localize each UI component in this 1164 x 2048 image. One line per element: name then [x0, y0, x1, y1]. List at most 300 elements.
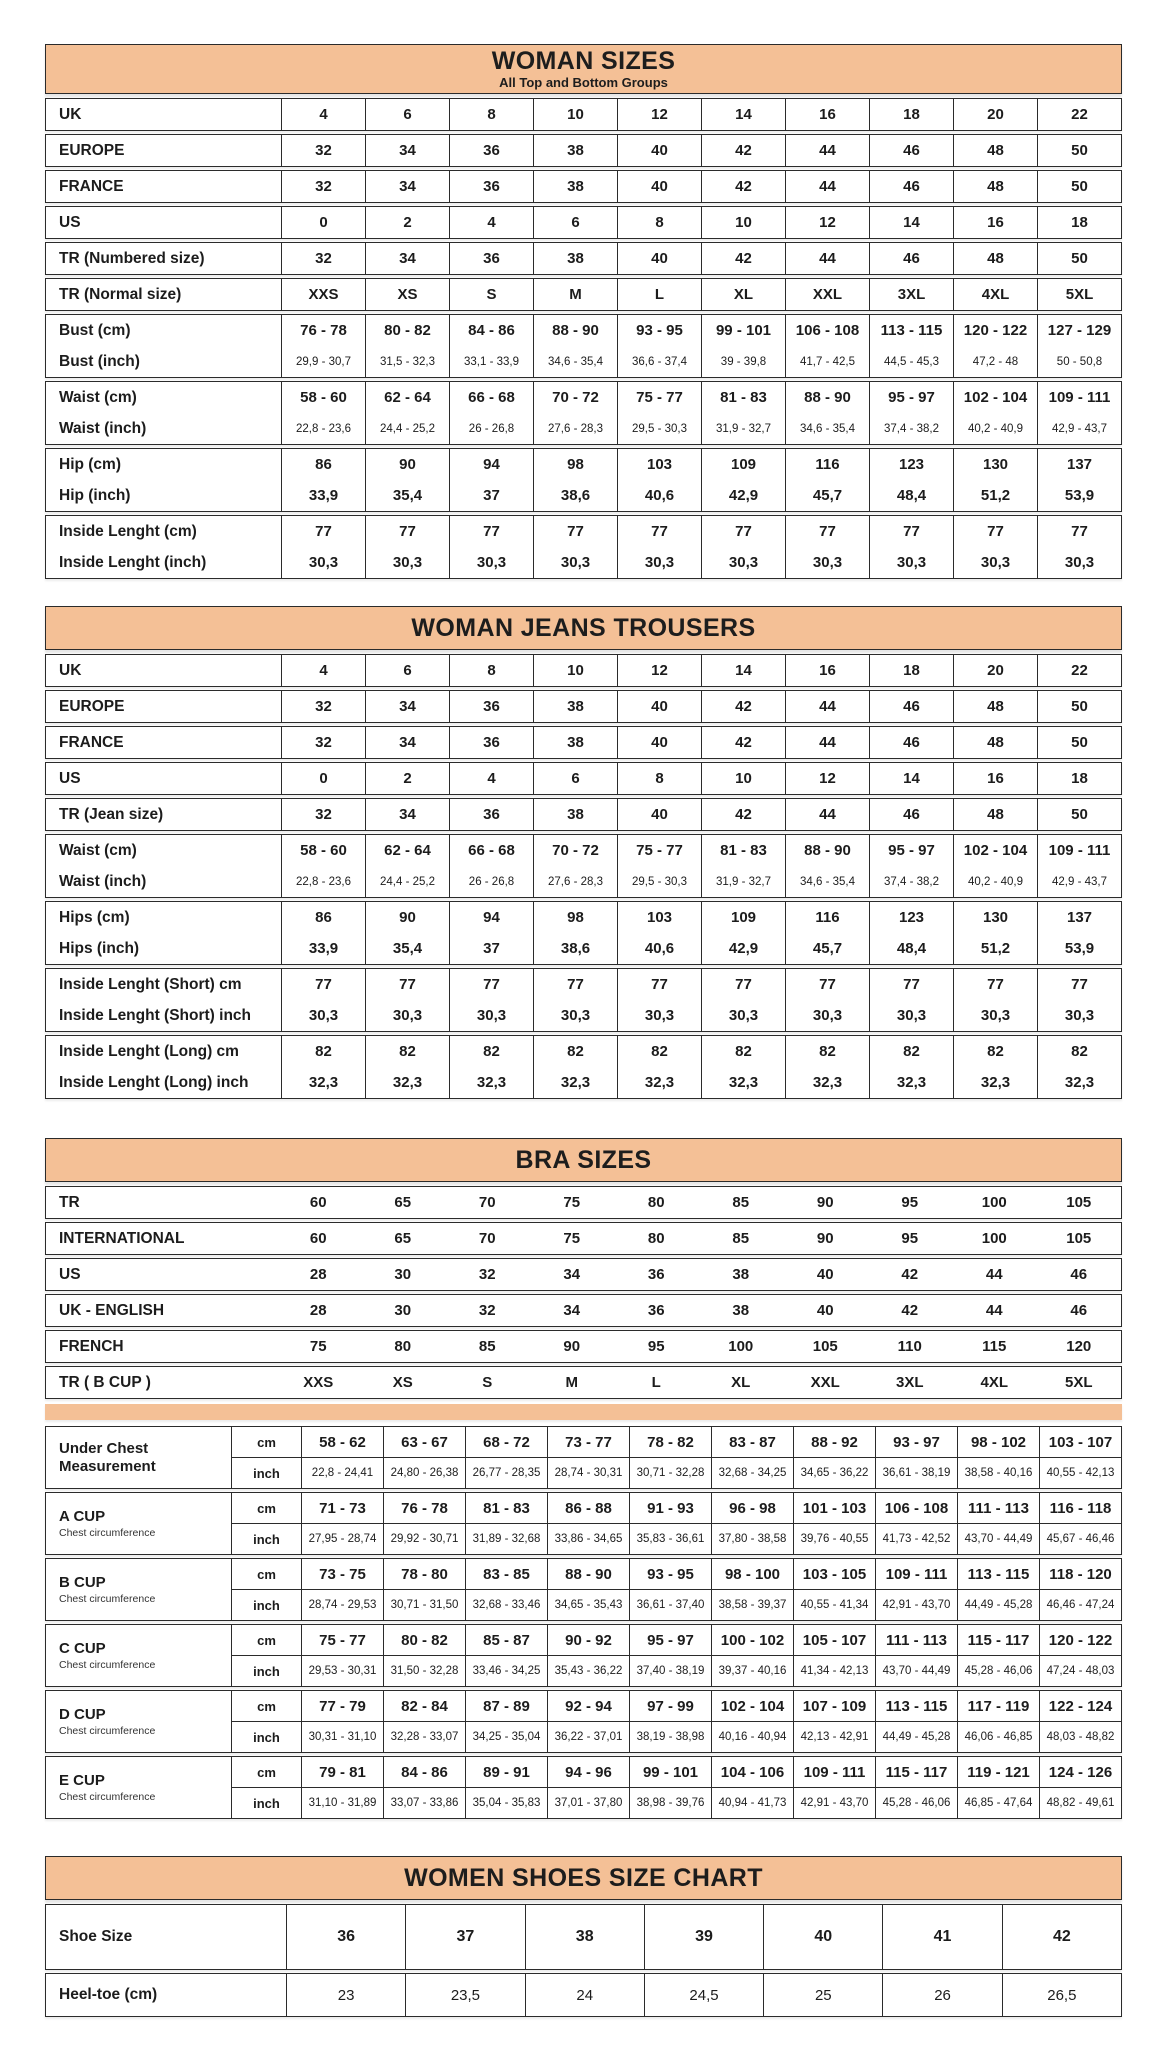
- cell: 113 - 115: [957, 1559, 1039, 1589]
- cell: 23,5: [405, 1974, 524, 2016]
- cell: 27,6 - 28,3: [533, 866, 617, 897]
- row-group: [45, 762, 1122, 795]
- cell: 90: [816, 1230, 834, 1247]
- cell: 46: [869, 799, 953, 830]
- row-label: Heel-toe (cm): [59, 1986, 158, 2003]
- cup-sublabel: Chest circumference: [59, 1725, 156, 1738]
- cell: 42,91 - 43,70: [875, 1589, 957, 1620]
- cell: 86: [281, 449, 365, 480]
- cell: 6: [533, 763, 617, 794]
- cell: 45,7: [785, 933, 869, 964]
- cell: 34: [365, 691, 449, 722]
- cell: 46,06 - 46,85: [957, 1721, 1039, 1752]
- cell: 31,50 - 32,28: [383, 1655, 465, 1686]
- cell: 80: [647, 1194, 665, 1211]
- cell: 28: [309, 1266, 327, 1283]
- cell: 88 - 90: [533, 315, 617, 346]
- unit-label: inch: [231, 1457, 301, 1488]
- spacer: [0, 1102, 1164, 1138]
- cell: 23: [286, 1974, 405, 2016]
- row-label: TR (Numbered size): [59, 249, 205, 267]
- cell: 37: [449, 933, 533, 964]
- cell: 46: [869, 171, 953, 202]
- row-label: TR (Normal size): [59, 285, 182, 303]
- cell: 32: [281, 799, 365, 830]
- row-group: [45, 134, 1122, 167]
- cell: 45,28 - 46,06: [957, 1655, 1039, 1686]
- cell: 123: [869, 902, 953, 933]
- cell: 77: [617, 516, 701, 547]
- cell: 31,9 - 32,7: [701, 866, 785, 897]
- cell: 39,37 - 40,16: [711, 1655, 793, 1686]
- cell: 6: [533, 207, 617, 238]
- cell: 35,4: [365, 480, 449, 511]
- cell: 109: [701, 902, 785, 933]
- cell: 12: [785, 763, 869, 794]
- cell: 78 - 80: [383, 1559, 465, 1589]
- row-label: UK: [59, 105, 82, 123]
- cell: 40: [617, 691, 701, 722]
- cell: 16: [953, 207, 1037, 238]
- cell: 77: [869, 969, 953, 1000]
- cup-sublabel: Chest circumference: [59, 1593, 156, 1606]
- row-group: [45, 98, 1122, 131]
- row-group: [45, 1330, 1122, 1363]
- cell: 14: [869, 207, 953, 238]
- cell: 98: [533, 902, 617, 933]
- cell: 38,58 - 39,37: [711, 1589, 793, 1620]
- cell: 4: [449, 207, 533, 238]
- cell: 38: [525, 1905, 644, 1969]
- cell: 33,9: [281, 933, 365, 964]
- cell: 44: [785, 243, 869, 274]
- cell: 32,3: [617, 1067, 701, 1098]
- cell: 75 - 77: [617, 382, 701, 413]
- cell: 38: [533, 727, 617, 758]
- cell: 36: [449, 171, 533, 202]
- cell: 38: [533, 691, 617, 722]
- table-title: WOMAN SIZES: [491, 46, 676, 75]
- cell: 30,3: [785, 1000, 869, 1031]
- cell: 77: [701, 969, 785, 1000]
- cell: 44,49 - 45,28: [957, 1589, 1039, 1620]
- row-label: Inside Lenght (Long) cm: [59, 1042, 239, 1060]
- cell: 24: [525, 1974, 644, 2016]
- cell: 130: [953, 902, 1037, 933]
- cell: 81 - 83: [465, 1493, 547, 1523]
- cell: 24,5: [644, 1974, 763, 2016]
- cell: 38: [533, 171, 617, 202]
- cell: 41,73 - 42,52: [875, 1523, 957, 1554]
- row-label: TR: [59, 1193, 80, 1211]
- row-label: Hip (inch): [59, 486, 131, 504]
- cell: 37: [449, 480, 533, 511]
- cell: 75 - 77: [617, 835, 701, 866]
- cell: 10: [701, 763, 785, 794]
- cell: 29,5 - 30,3: [617, 866, 701, 897]
- cell: 109 - 111: [1037, 835, 1121, 866]
- cell: 0: [281, 763, 365, 794]
- cup-label: B CUP: [59, 1573, 106, 1591]
- cell: 12: [617, 99, 701, 130]
- cell: 26: [882, 1974, 1001, 2016]
- cell: 79 - 81: [301, 1757, 383, 1787]
- cell: 95: [901, 1230, 919, 1247]
- cell: 88 - 90: [547, 1559, 629, 1589]
- cell: 32: [281, 243, 365, 274]
- bra-sizes-table: [45, 1138, 1122, 1819]
- cell: 109 - 111: [1037, 382, 1121, 413]
- cell: 32,3: [869, 1067, 953, 1098]
- cell: 4XL: [980, 1374, 1008, 1391]
- cell: 94: [449, 902, 533, 933]
- row-group: [45, 834, 1122, 898]
- cell: 32,3: [953, 1067, 1037, 1098]
- table-body: [45, 1904, 1122, 2017]
- row-label: Waist (cm): [59, 388, 137, 406]
- cell: 39 - 39,8: [701, 346, 785, 377]
- row-group: [45, 1294, 1122, 1327]
- row-group: [45, 448, 1122, 512]
- cell: 46,46 - 47,24: [1039, 1589, 1121, 1620]
- cell: XXL: [785, 279, 869, 310]
- cell: 50 - 50,8: [1037, 346, 1121, 377]
- cell: 44,49 - 45,28: [875, 1721, 957, 1752]
- cell: 97 - 99: [629, 1691, 711, 1721]
- row-label: Shoe Size: [59, 1928, 133, 1945]
- cell: 44,5 - 45,3: [869, 346, 953, 377]
- cell: 109: [701, 449, 785, 480]
- cell: 33,46 - 34,25: [465, 1655, 547, 1686]
- cell: 73 - 77: [547, 1427, 629, 1457]
- cell: 105: [1066, 1194, 1092, 1211]
- cell: 88 - 92: [793, 1427, 875, 1457]
- cell: 30,3: [533, 547, 617, 578]
- cell: 45,7: [785, 480, 869, 511]
- cell: 102 - 104: [711, 1691, 793, 1721]
- cell: 32: [281, 727, 365, 758]
- cell: 98 - 102: [957, 1427, 1039, 1457]
- cell: 75 - 77: [301, 1625, 383, 1655]
- cell: M: [565, 1374, 578, 1391]
- cell: 36: [647, 1302, 665, 1319]
- cell: 38: [732, 1302, 750, 1319]
- cell: 51,2: [953, 933, 1037, 964]
- cell: 70: [478, 1230, 496, 1247]
- cell: 3XL: [895, 1374, 924, 1391]
- cup-label: E CUP: [59, 1771, 105, 1789]
- cell: 30,71 - 32,28: [629, 1457, 711, 1488]
- cell: 32,3: [533, 1067, 617, 1098]
- cell: 75: [563, 1230, 581, 1247]
- cell: 98: [533, 449, 617, 480]
- cell: 116: [785, 449, 869, 480]
- cell: 77: [365, 969, 449, 1000]
- cell: 34: [365, 727, 449, 758]
- cell: 77: [1037, 969, 1121, 1000]
- cell: 73 - 75: [301, 1559, 383, 1589]
- cell: 24,4 - 25,2: [365, 866, 449, 897]
- cell: 10: [701, 207, 785, 238]
- cell: 30,31 - 31,10: [301, 1721, 383, 1752]
- cell: 92 - 94: [547, 1691, 629, 1721]
- row-label: [46, 1691, 231, 1752]
- cell: 77: [869, 516, 953, 547]
- cell: 14: [869, 763, 953, 794]
- cell: 40: [617, 243, 701, 274]
- cell: 90: [365, 902, 449, 933]
- cell: 46: [869, 243, 953, 274]
- cell: 22,8 - 23,6: [281, 866, 365, 897]
- row-label: [46, 1757, 231, 1818]
- cell: 34,6 - 35,4: [533, 346, 617, 377]
- cell: 2: [365, 207, 449, 238]
- cell: 107 - 109: [793, 1691, 875, 1721]
- cell: 36: [647, 1266, 665, 1283]
- cell: 40,94 - 41,73: [711, 1787, 793, 1818]
- cell: 85: [732, 1230, 750, 1247]
- row-label: Inside Lenght (Short) inch: [59, 1006, 252, 1024]
- cell: 30,3: [1037, 1000, 1121, 1031]
- cell: 35,04 - 35,83: [465, 1787, 547, 1818]
- row-label: UK - ENGLISH: [59, 1301, 165, 1319]
- cell: 40: [617, 135, 701, 166]
- cell: 37,4 - 38,2: [869, 866, 953, 897]
- cell: 109 - 111: [875, 1559, 957, 1589]
- cell: 37,40 - 38,19: [629, 1655, 711, 1686]
- cell: 95 - 97: [869, 835, 953, 866]
- cell: 29,92 - 30,71: [383, 1523, 465, 1554]
- cell: 77: [953, 969, 1037, 1000]
- cell: 118 - 120: [1039, 1559, 1121, 1589]
- row-label: Waist (cm): [59, 841, 137, 859]
- cell: 137: [1037, 902, 1121, 933]
- cell: 29,53 - 30,31: [301, 1655, 383, 1686]
- cell: 26,5: [1002, 1974, 1121, 2016]
- cell: 43,70 - 44,49: [875, 1655, 957, 1686]
- cell: 41,34 - 42,13: [793, 1655, 875, 1686]
- cell: 32: [478, 1266, 496, 1283]
- cell: 8: [617, 207, 701, 238]
- row-label: [46, 1493, 231, 1554]
- table-body: [45, 654, 1122, 1099]
- cell: 41,7 - 42,5: [785, 346, 869, 377]
- cell: 32,28 - 33,07: [383, 1721, 465, 1752]
- cell: 102 - 104: [953, 382, 1037, 413]
- row-label: EUROPE: [59, 141, 125, 159]
- row-label: Inside Lenght (cm): [59, 522, 197, 540]
- cell: 30,3: [869, 547, 953, 578]
- cell: 34: [365, 243, 449, 274]
- cell: 84 - 86: [383, 1757, 465, 1787]
- cell: 95: [647, 1338, 665, 1355]
- row-group: [45, 1186, 1122, 1219]
- cell: 30,3: [281, 1000, 365, 1031]
- cell: 115 - 117: [957, 1625, 1039, 1655]
- unit-label: inch: [231, 1787, 301, 1818]
- cell: 50: [1037, 171, 1121, 202]
- cell: 98 - 100: [711, 1559, 793, 1589]
- cell: 38: [533, 135, 617, 166]
- cell: 24,80 - 26,38: [383, 1457, 465, 1488]
- cell: 33,9: [281, 480, 365, 511]
- cell: 113 - 115: [869, 315, 953, 346]
- cell: 42: [901, 1302, 919, 1319]
- cell: 37,80 - 38,58: [711, 1523, 793, 1554]
- cell: 28: [309, 1302, 327, 1319]
- cell: 4: [281, 99, 365, 130]
- row-group: [45, 206, 1122, 239]
- cell: 46: [869, 135, 953, 166]
- cell: M: [533, 279, 617, 310]
- row-group: [45, 798, 1122, 831]
- cell: 44: [985, 1302, 1003, 1319]
- cell: 10: [533, 655, 617, 686]
- cell: 82: [701, 1036, 785, 1067]
- cell: 32,3: [365, 1067, 449, 1098]
- row-label: Hip (cm): [59, 455, 121, 473]
- cell: 33,1 - 33,9: [449, 346, 533, 377]
- row-label: TR (Jean size): [59, 805, 164, 823]
- cup-group: [45, 1426, 1122, 1489]
- row-group: [45, 654, 1122, 687]
- cell: 58 - 60: [281, 835, 365, 866]
- table-title-band: [45, 606, 1122, 650]
- row-label: Waist (inch): [59, 872, 147, 890]
- cell: 75: [309, 1338, 327, 1355]
- row-label: Inside Lenght (Long) inch: [59, 1073, 249, 1091]
- row-label: Inside Lenght (inch): [59, 553, 207, 571]
- cell: 115 - 117: [875, 1757, 957, 1787]
- cell: 103 - 105: [793, 1559, 875, 1589]
- cell: 34: [365, 799, 449, 830]
- cell: 34,6 - 35,4: [785, 866, 869, 897]
- cell: 26,77 - 28,35: [465, 1457, 547, 1488]
- cell: 18: [1037, 207, 1121, 238]
- cell: 37,01 - 37,80: [547, 1787, 629, 1818]
- cell: 8: [617, 763, 701, 794]
- table-title: WOMAN JEANS TROUSERS: [411, 613, 756, 642]
- cell: 80 - 82: [365, 315, 449, 346]
- cell: 82: [1037, 1036, 1121, 1067]
- cell: 16: [785, 99, 869, 130]
- cell: 62 - 64: [365, 382, 449, 413]
- row-group: [45, 690, 1122, 723]
- cell: 42: [701, 243, 785, 274]
- cell: 80: [394, 1338, 412, 1355]
- spacer: [0, 582, 1164, 606]
- cell: 48: [953, 691, 1037, 722]
- cell: 86: [281, 902, 365, 933]
- cell: 53,9: [1037, 480, 1121, 511]
- cell: 40,16 - 40,94: [711, 1721, 793, 1752]
- cell: 28,74 - 29,53: [301, 1589, 383, 1620]
- row-group: [45, 1035, 1122, 1099]
- cell: 22: [1037, 99, 1121, 130]
- cup-label: C CUP: [59, 1639, 106, 1657]
- cell: 82: [953, 1036, 1037, 1067]
- cell: 36: [449, 799, 533, 830]
- cell: 32: [281, 135, 365, 166]
- cup-sublabel: Chest circumference: [59, 1659, 156, 1672]
- cell: 44: [785, 727, 869, 758]
- cell: 78 - 82: [629, 1427, 711, 1457]
- row-group: [45, 1904, 1122, 1970]
- cell: 34: [365, 135, 449, 166]
- cell: 111 - 113: [875, 1625, 957, 1655]
- cell: 30,3: [785, 547, 869, 578]
- cell: 77: [449, 516, 533, 547]
- cell: 120 - 122: [1039, 1625, 1121, 1655]
- cell: 42: [701, 171, 785, 202]
- cell: 12: [617, 655, 701, 686]
- cell: 35,43 - 36,22: [547, 1655, 629, 1686]
- row-label: FRANCE: [59, 177, 124, 195]
- row-label: [46, 1625, 231, 1686]
- cell: 38,58 - 40,16: [957, 1457, 1039, 1488]
- cell: 42: [701, 799, 785, 830]
- cell: 30,3: [953, 547, 1037, 578]
- cell: 48,4: [869, 933, 953, 964]
- cell: 44: [985, 1266, 1003, 1283]
- cell: 46: [869, 691, 953, 722]
- cell: 85: [478, 1338, 496, 1355]
- cell: 90 - 92: [547, 1625, 629, 1655]
- cell: 24,4 - 25,2: [365, 413, 449, 444]
- cell: 50: [1037, 691, 1121, 722]
- cell: 113 - 115: [875, 1691, 957, 1721]
- cell: 48: [953, 727, 1037, 758]
- cell: 53,9: [1037, 933, 1121, 964]
- cup-sublabel: Chest circumference: [59, 1791, 156, 1804]
- cell: 30: [394, 1302, 412, 1319]
- cell: 65: [394, 1194, 412, 1211]
- cell: 116: [785, 902, 869, 933]
- cell: 105 - 107: [793, 1625, 875, 1655]
- cell: 77: [785, 969, 869, 1000]
- cell: 93 - 97: [875, 1427, 957, 1457]
- cell: XL: [731, 1374, 751, 1391]
- cell: 120: [1066, 1338, 1092, 1355]
- row-label: US: [59, 769, 81, 787]
- row-group: [45, 314, 1122, 378]
- row-label: FRENCH: [59, 1337, 124, 1355]
- cell: 90: [816, 1194, 834, 1211]
- cell: 4XL: [953, 279, 1037, 310]
- cell: 8: [449, 655, 533, 686]
- cell: 38,98 - 39,76: [629, 1787, 711, 1818]
- row-group: [45, 1973, 1122, 2017]
- cell: 0: [281, 207, 365, 238]
- cell: 42,91 - 43,70: [793, 1787, 875, 1818]
- row-group: [45, 1222, 1122, 1255]
- cell: 30,3: [617, 547, 701, 578]
- row-label: TR ( B CUP ): [59, 1373, 151, 1391]
- cell: 90: [563, 1338, 581, 1355]
- cell: 58 - 60: [281, 382, 365, 413]
- cell: 48,82 - 49,61: [1039, 1787, 1121, 1818]
- row-group: [45, 1258, 1122, 1291]
- cell: 47,24 - 48,03: [1039, 1655, 1121, 1686]
- cell: 46: [1070, 1302, 1088, 1319]
- cell: 85 - 87: [465, 1625, 547, 1655]
- cell: 48: [953, 135, 1037, 166]
- cell: 16: [785, 655, 869, 686]
- cell: 48: [953, 171, 1037, 202]
- divider-band: [45, 1404, 1122, 1420]
- row-label: Bust (inch): [59, 352, 140, 370]
- cell: 95 - 97: [869, 382, 953, 413]
